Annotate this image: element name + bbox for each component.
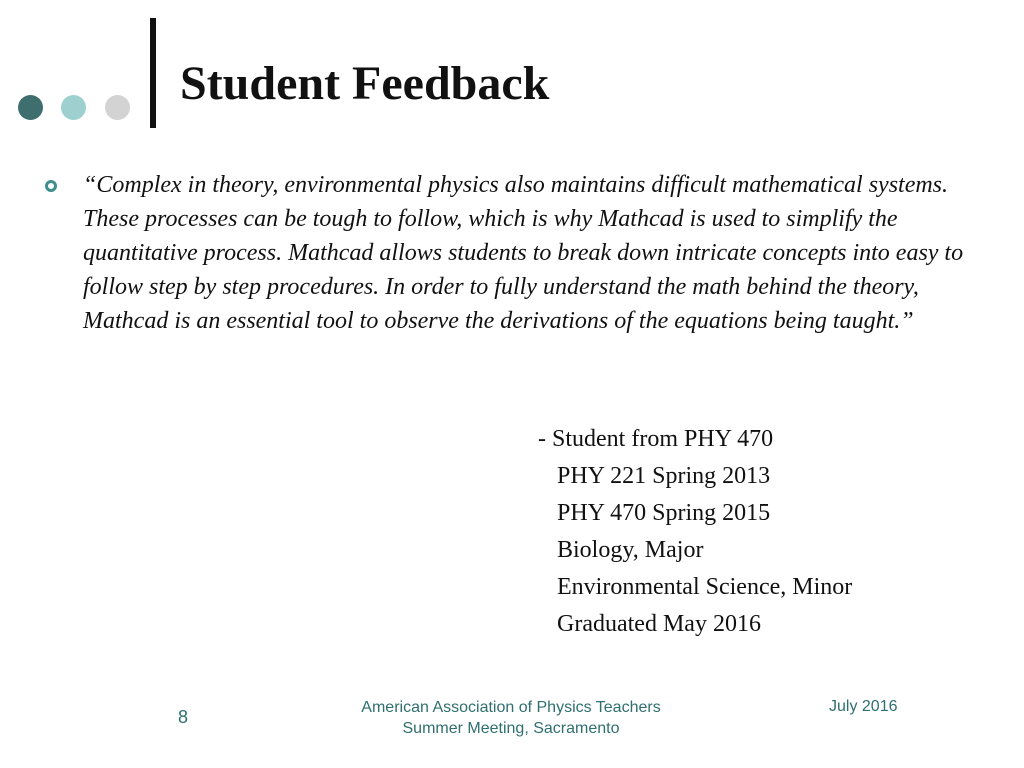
page-number: 8 [178, 707, 189, 727]
attribution-dash: - [538, 426, 552, 452]
attribution-block [538, 421, 852, 643]
attribution-text: Student from PHY 470 [552, 426, 774, 452]
attribution-line-6: Graduated May 2016 [557, 611, 761, 637]
decorative-dot-gray [105, 95, 130, 120]
attribution-line-5: Environmental Science, Minor [557, 574, 853, 600]
attribution-line-2: PHY 221 Spring 2013 [557, 463, 771, 489]
bullet-icon [45, 180, 57, 192]
decorative-dot-dark [18, 95, 43, 120]
attribution-line-4: Biology, Major [557, 537, 704, 563]
footer-organization-line2: Summer Meeting, Sacramento [402, 720, 620, 737]
footer-organization [300, 697, 722, 739]
attribution-line-3: PHY 470 Spring 2015 [557, 500, 771, 526]
slide-title: Student Feedback [180, 57, 550, 110]
footer-organization-line1: American Association of Physics Teachers [361, 699, 661, 716]
title-divider-bar [150, 18, 156, 128]
decorative-dot-light [61, 95, 86, 120]
footer-date: July 2016 [829, 698, 898, 715]
student-quote: “Complex in theory, environmental physics also maintains difficult mathematical systems. These processes can be tough to follow, which is why Mathcad is used to simplify the quantitative process. Mathcad allows students to break down intricate concepts into easy to follow step by step procedures. In order to fully understand the math behind the theory, Mathcad is an essential tool to observe the derivations of the equations being taught.” [83, 172, 964, 334]
attribution-line-1 [538, 421, 852, 458]
